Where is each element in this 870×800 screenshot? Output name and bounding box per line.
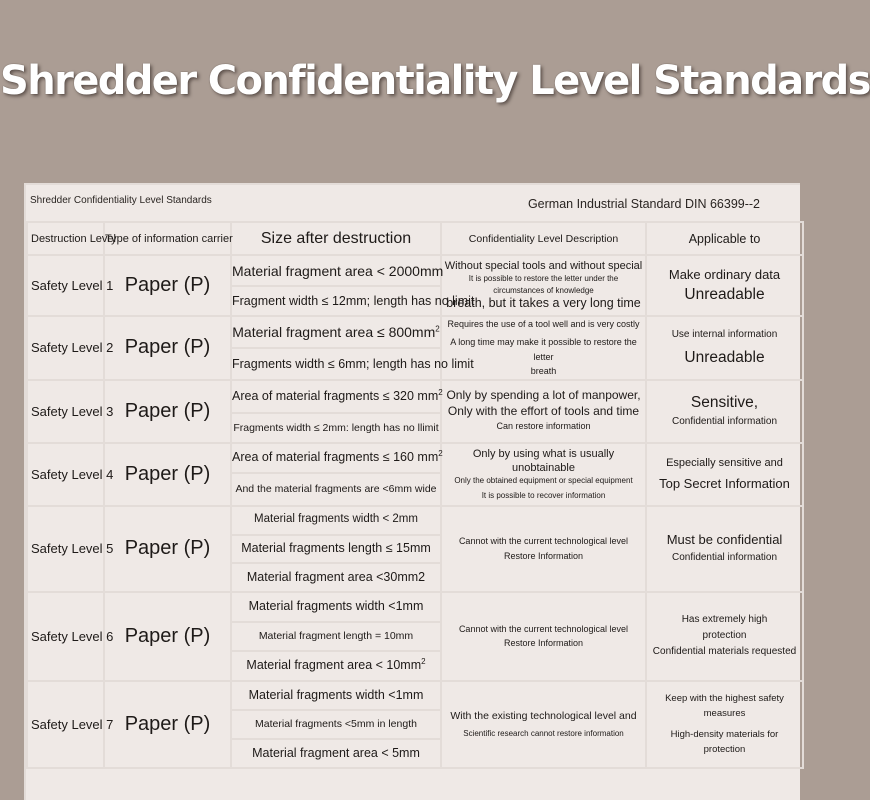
size-cell (231, 316, 441, 348)
size-cell (231, 651, 441, 681)
size-cell (231, 506, 441, 535)
applicable-cell (646, 443, 803, 506)
applicable-line: Must be confidential (666, 532, 783, 548)
description-cell (441, 681, 646, 768)
size-cell (231, 286, 475, 316)
applicable-line: Use internal information (671, 328, 778, 340)
applicable-line: Unreadable (684, 348, 765, 366)
superscript-2: 2 (438, 449, 443, 459)
size-text: Material fragments width <1mm (248, 599, 424, 614)
header-carrier-type: Type of information carrier (104, 222, 231, 255)
description-line: Only the obtained equipment or special equipment (454, 476, 633, 486)
level-name: Safety Level 2 (27, 316, 104, 380)
din-standard-label: German Industrial Standard DIN 66399--2 (527, 197, 760, 211)
description-line: It is possible to recover information (481, 490, 606, 500)
description-line: breath (530, 366, 557, 377)
description-line: Requires the use of a tool well and is very costly (447, 319, 640, 329)
table-row (27, 592, 803, 622)
page-title: Shredder Confidentiality Level Standards (0, 58, 870, 104)
table-header-row (27, 222, 803, 255)
size-text: Material fragment length = 10mm (258, 630, 414, 643)
applicable-line: Has extremely high (681, 614, 768, 626)
level-name: Safety Level 1 (27, 255, 104, 316)
carrier-type: Paper (P) (104, 255, 231, 316)
standards-sheet (24, 183, 800, 800)
carrier-type: Paper (P) (104, 592, 231, 681)
size-text: Area of material fragments ≤ 160 mm (232, 450, 439, 465)
description-line: Cannot with the current technological level (458, 623, 629, 634)
size-cell (231, 413, 441, 443)
size-cell (231, 443, 441, 473)
carrier-type: Paper (P) (104, 443, 231, 506)
description-cell (441, 443, 646, 506)
size-text: Material fragments width < 2mm (254, 513, 418, 526)
applicable-line: Confidential information (671, 415, 778, 427)
size-text: Area of material fragments ≤ 320 mm (232, 388, 439, 403)
level-name: Safety Level 3 (27, 380, 104, 443)
size-text: Material fragment area < 5mm (252, 745, 420, 760)
size-cell (231, 622, 441, 651)
applicable-line: Confidential materials requested (652, 646, 797, 658)
description-line: Scientific research cannot restore information (463, 729, 624, 739)
applicable-cell (646, 681, 803, 768)
description-line: Cannot with the current technological level (458, 536, 629, 547)
confidentiality-table (26, 221, 804, 769)
size-text: Material fragments width <1mm (248, 687, 424, 702)
size-text: Fragment width ≤ 12mm; length has no limit (232, 293, 475, 308)
header-applicable-to: Applicable to (646, 222, 803, 255)
applicable-line: Make ordinary data (668, 266, 781, 282)
superscript-2: 2 (438, 387, 443, 397)
description-line: Without special tools and without special (444, 259, 643, 272)
size-cell (231, 473, 441, 506)
description-line: Only by using what is usually unobtainable (472, 447, 615, 474)
size-cell (231, 563, 441, 592)
size-text: Fragments width ≤ 2mm: length has no llimit (233, 421, 439, 434)
carrier-type: Paper (P) (104, 316, 231, 380)
applicable-cell (646, 380, 803, 443)
size-cell (231, 380, 441, 413)
size-cell (231, 681, 441, 710)
superscript-2: 2 (435, 324, 440, 334)
level-name: Safety Level 4 (27, 443, 104, 506)
table-row (27, 443, 803, 473)
table-row (27, 316, 803, 348)
carrier-type: Paper (P) (104, 380, 231, 443)
description-line: breath, but it takes a very long time (446, 296, 641, 311)
size-text: Material fragments length ≤ 15mm (241, 541, 431, 556)
size-cell (231, 255, 444, 286)
applicable-line: Keep with the highest safety measures (665, 692, 784, 719)
size-cell (231, 535, 441, 563)
size-text: Material fragment area <30mm2 (246, 569, 426, 584)
applicable-line: Especially sensitive and (666, 456, 783, 469)
header-confidentiality-description: Confidentiality Level Description (441, 222, 646, 255)
size-text: Fragments width ≤ 6mm; length has no limit (232, 356, 474, 371)
description-line: Can restore information (496, 421, 591, 432)
table-row (27, 681, 803, 710)
description-line: With the existing technological level and (450, 710, 637, 723)
header-destruction-level: Destruction Level (27, 222, 104, 255)
table-row (27, 380, 803, 413)
table-row (27, 255, 803, 286)
size-text: Material fragment area < 2000mm (232, 262, 444, 279)
size-cell (231, 592, 441, 622)
applicable-line: Top Secret Information (659, 476, 790, 492)
applicable-line: Confidential information (671, 551, 778, 563)
size-cell (231, 739, 441, 768)
applicable-line: Sensitive, (690, 394, 759, 412)
description-line: Restore Information (503, 550, 584, 561)
carrier-type: Paper (P) (104, 681, 231, 768)
applicable-cell (646, 255, 803, 316)
level-name: Safety Level 6 (27, 592, 104, 681)
level-name: Safety Level 5 (27, 506, 104, 592)
description-cell (441, 506, 646, 592)
header-size-after-destruction: Size after destruction (231, 222, 441, 255)
description-line: It is possible to restore the letter under the circumstances of knowledge (468, 274, 619, 295)
size-text: Material fragments <5mm in length (255, 718, 417, 731)
level-name: Safety Level 7 (27, 681, 104, 768)
table-row (27, 506, 803, 535)
size-text: Material fragment area ≤ 800mm (232, 324, 436, 341)
size-text: And the material fragments are <6mm wide (235, 483, 437, 496)
applicable-line: protection (702, 630, 747, 642)
description-cell (441, 380, 646, 443)
applicable-cell (646, 592, 803, 681)
size-cell (231, 710, 441, 739)
applicable-line: Unreadable (684, 285, 765, 303)
description-line: Restore Information (503, 638, 584, 649)
description-line: Only with the effort of tools and time (447, 403, 640, 418)
sheet-title: Shredder Confidentiality Level Standards (30, 195, 212, 206)
applicable-cell (646, 506, 803, 592)
description-cell (441, 592, 646, 681)
carrier-type: Paper (P) (104, 506, 231, 592)
size-text: Material fragment area < 10mm (246, 658, 422, 673)
applicable-cell (646, 316, 803, 380)
applicable-line: High-density materials for protection (670, 729, 779, 756)
description-line: Only by spending a lot of manpower, (446, 388, 641, 403)
description-line: A long time may make it possible to restore the letter (450, 337, 637, 362)
size-cell (231, 348, 474, 379)
superscript-2: 2 (421, 657, 426, 667)
